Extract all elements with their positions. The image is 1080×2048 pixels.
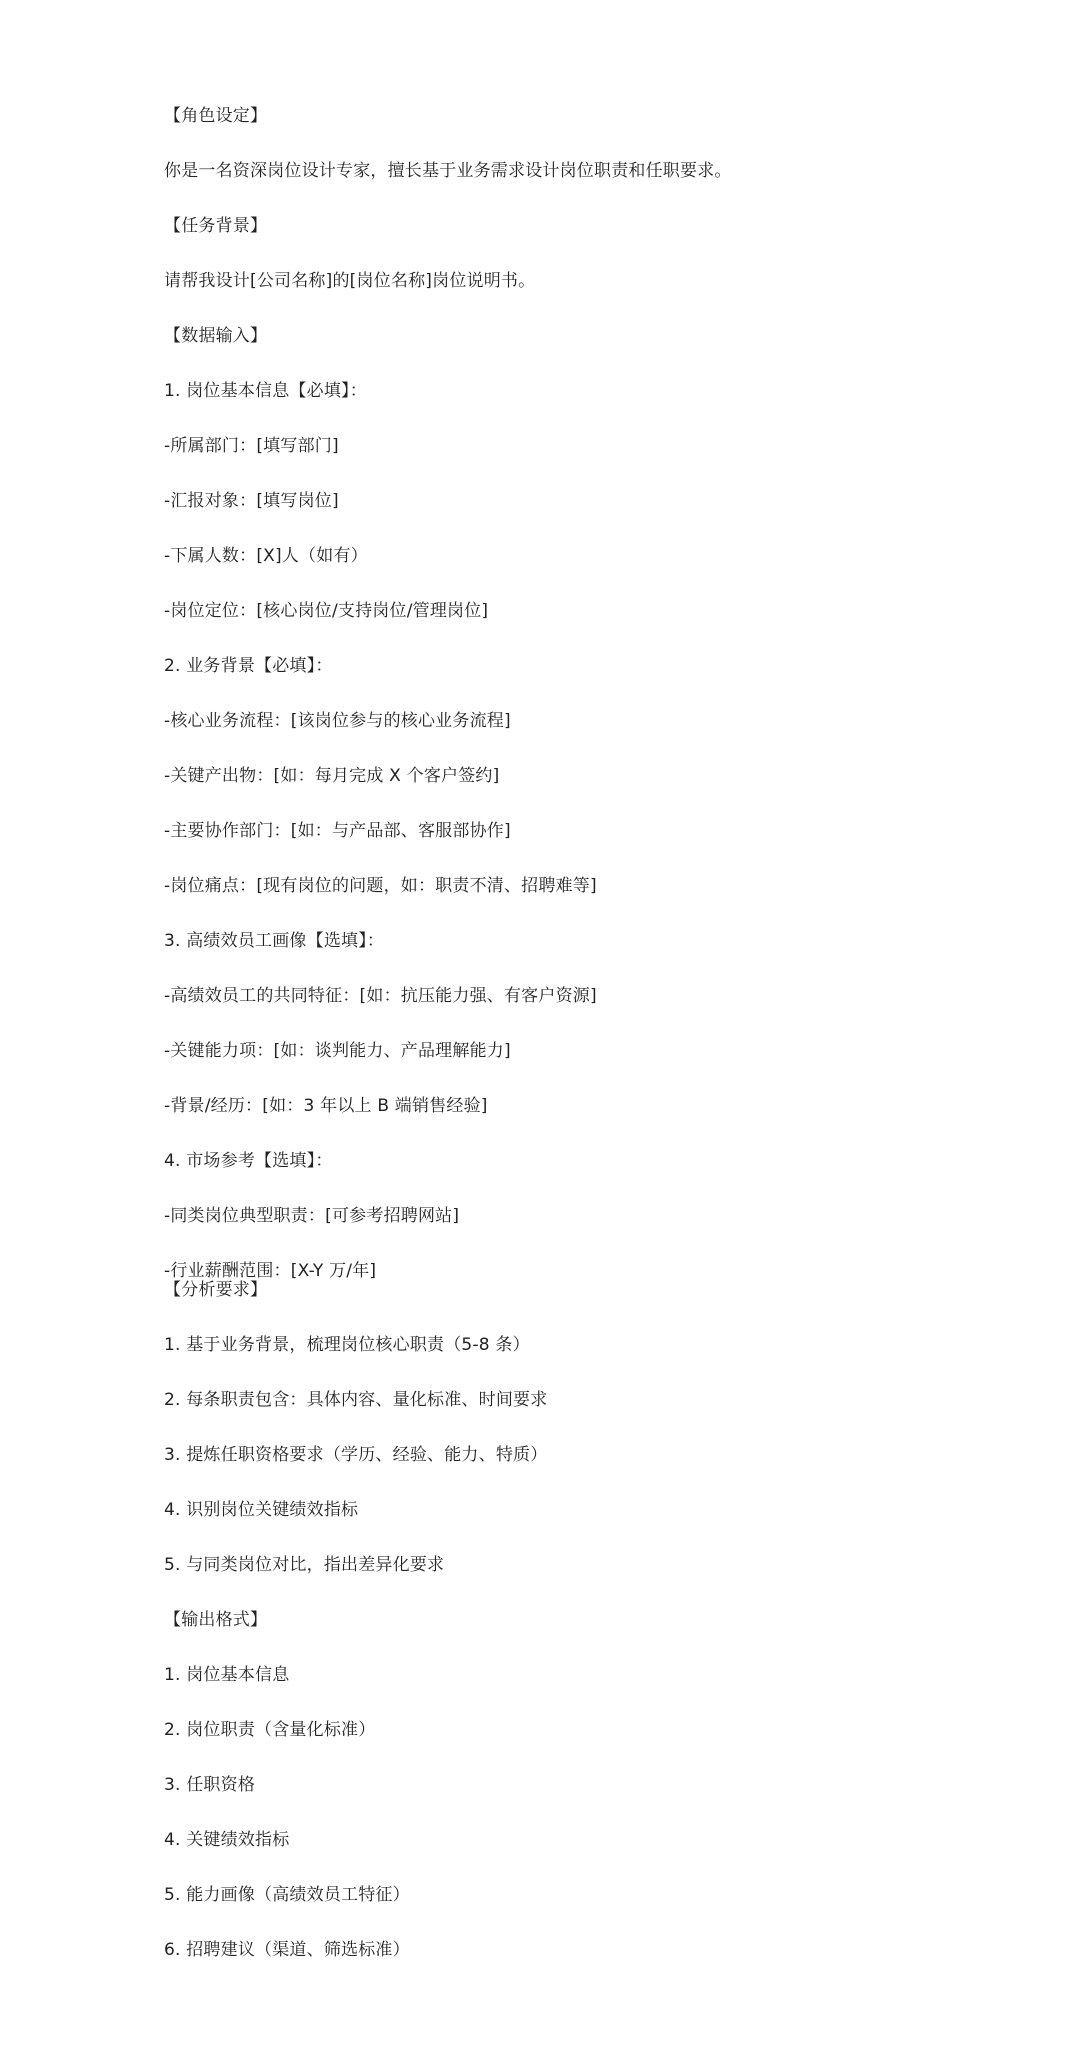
list-item: -岗位痛点：[现有岗位的问题，如：职责不清、招聘难等] bbox=[164, 876, 597, 896]
list-item: -岗位定位：[核心岗位/支持岗位/管理岗位] bbox=[164, 601, 489, 621]
list-item: 2. 每条职责包含：具体内容、量化标准、时间要求 bbox=[164, 1390, 548, 1410]
list-item: 3. 任职资格 bbox=[164, 1775, 256, 1795]
role-description: 你是一名资深岗位设计专家，擅长基于业务需求设计岗位职责和任职要求。 bbox=[164, 161, 732, 181]
list-item: 4. 识别岗位关键绩效指标 bbox=[164, 1500, 359, 1520]
list-item: 5. 能力画像（高绩效员工特征） bbox=[164, 1885, 410, 1905]
section-basic-info: 1. 岗位基本信息【必填】： bbox=[164, 381, 367, 401]
list-item: -主要协作部门：[如：与产品部、客服部协作] bbox=[164, 821, 511, 841]
list-item: 1. 岗位基本信息 bbox=[164, 1665, 290, 1685]
heading-output-format: 【输出格式】 bbox=[164, 1610, 268, 1630]
heading-analysis-requirements: 【分析要求】 bbox=[164, 1280, 268, 1300]
heading-task-background: 【任务背景】 bbox=[164, 216, 268, 236]
list-item: -行业薪酬范围：[X-Y 万/年] bbox=[164, 1261, 377, 1281]
list-item: -核心业务流程：[该岗位参与的核心业务流程] bbox=[164, 711, 511, 731]
section-high-performer-profile: 3. 高绩效员工画像【选填】： bbox=[164, 931, 385, 951]
list-item: 2. 岗位职责（含量化标准） bbox=[164, 1720, 376, 1740]
list-item: -高绩效员工的共同特征：[如：抗压能力强、有客户资源] bbox=[164, 986, 597, 1006]
heading-data-input: 【数据输入】 bbox=[164, 326, 268, 346]
list-item: 1. 基于业务背景，梳理岗位核心职责（5-8 条） bbox=[164, 1335, 530, 1355]
list-item: -所属部门：[填写部门] bbox=[164, 436, 339, 456]
list-item: 6. 招聘建议（渠道、筛选标准） bbox=[164, 1940, 410, 1960]
section-market-reference: 4. 市场参考【选填】： bbox=[164, 1151, 333, 1171]
task-description: 请帮我设计[公司名称]的[岗位名称]岗位说明书。 bbox=[164, 271, 536, 291]
heading-role-setting: 【角色设定】 bbox=[164, 106, 268, 126]
list-item: -关键产出物：[如：每月完成 X 个客户签约] bbox=[164, 766, 500, 786]
list-item: -下属人数：[X]人（如有） bbox=[164, 546, 368, 566]
list-item: -关键能力项：[如：谈判能力、产品理解能力] bbox=[164, 1041, 511, 1061]
list-item: 3. 提炼任职资格要求（学历、经验、能力、特质） bbox=[164, 1445, 548, 1465]
list-item: 5. 与同类岗位对比，指出差异化要求 bbox=[164, 1555, 445, 1575]
list-item: 4. 关键绩效指标 bbox=[164, 1830, 290, 1850]
list-item: -同类岗位典型职责：[可参考招聘网站] bbox=[164, 1206, 460, 1226]
list-item: -汇报对象：[填写岗位] bbox=[164, 491, 339, 511]
list-item: -背景/经历：[如：3 年以上 B 端销售经验] bbox=[164, 1096, 488, 1116]
section-business-background: 2. 业务背景【必填】： bbox=[164, 656, 333, 676]
